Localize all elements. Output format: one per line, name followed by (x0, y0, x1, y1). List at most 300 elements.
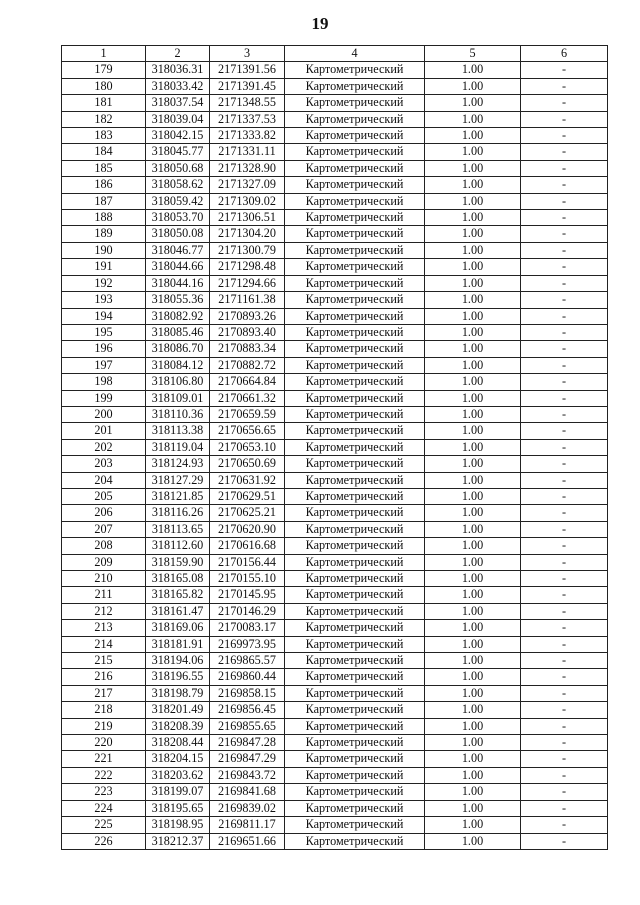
accuracy-cell: 1.00 (425, 226, 521, 242)
method-cell: Картометрический (285, 177, 425, 193)
method-cell: Картометрический (285, 341, 425, 357)
page-number: 19 (311, 14, 329, 33)
note-cell: - (521, 292, 608, 308)
x-coordinate-cell: 318208.44 (146, 735, 210, 751)
x-coordinate-cell: 318198.95 (146, 817, 210, 833)
point-number-cell: 212 (62, 603, 146, 619)
method-cell: Картометрический (285, 144, 425, 160)
table-row (62, 324, 608, 340)
method-cell: Картометрический (285, 292, 425, 308)
y-coordinate-cell: 2169847.29 (210, 751, 285, 767)
point-number-cell: 186 (62, 177, 146, 193)
accuracy-cell: 1.00 (425, 308, 521, 324)
y-coordinate-cell: 2171294.66 (210, 275, 285, 291)
note-cell: - (521, 571, 608, 587)
point-number-cell: 180 (62, 78, 146, 94)
y-coordinate-cell: 2171391.45 (210, 78, 285, 94)
table-row (62, 111, 608, 127)
accuracy-cell: 1.00 (425, 751, 521, 767)
note-cell: - (521, 521, 608, 537)
x-coordinate-cell: 318084.12 (146, 357, 210, 373)
method-cell: Картометрический (285, 308, 425, 324)
column-header: 4 (285, 46, 425, 62)
point-number-cell: 193 (62, 292, 146, 308)
point-number-cell: 198 (62, 374, 146, 390)
x-coordinate-cell: 318045.77 (146, 144, 210, 160)
table-row (62, 505, 608, 521)
x-coordinate-cell: 318165.08 (146, 571, 210, 587)
note-cell: - (521, 177, 608, 193)
table-row (62, 521, 608, 537)
y-coordinate-cell: 2171327.09 (210, 177, 285, 193)
y-coordinate-cell: 2171391.56 (210, 62, 285, 78)
point-number-cell: 184 (62, 144, 146, 160)
accuracy-cell: 1.00 (425, 439, 521, 455)
note-cell: - (521, 62, 608, 78)
note-cell: - (521, 128, 608, 144)
x-coordinate-cell: 318119.04 (146, 439, 210, 455)
table-row (62, 210, 608, 226)
y-coordinate-cell: 2170661.32 (210, 390, 285, 406)
x-coordinate-cell: 318204.15 (146, 751, 210, 767)
accuracy-cell: 1.00 (425, 62, 521, 78)
y-coordinate-cell: 2169847.28 (210, 735, 285, 751)
accuracy-cell: 1.00 (425, 78, 521, 94)
x-coordinate-cell: 318042.15 (146, 128, 210, 144)
table-row (62, 538, 608, 554)
x-coordinate-cell: 318195.65 (146, 800, 210, 816)
x-coordinate-cell: 318161.47 (146, 603, 210, 619)
table-row (62, 767, 608, 783)
method-cell: Картометрический (285, 193, 425, 209)
accuracy-cell: 1.00 (425, 210, 521, 226)
point-number-cell: 194 (62, 308, 146, 324)
note-cell: - (521, 193, 608, 209)
note-cell: - (521, 620, 608, 636)
note-cell: - (521, 226, 608, 242)
point-number-cell: 201 (62, 423, 146, 439)
accuracy-cell: 1.00 (425, 833, 521, 849)
table-body (62, 62, 608, 850)
point-number-cell: 196 (62, 341, 146, 357)
point-number-cell: 211 (62, 587, 146, 603)
y-coordinate-cell: 2171161.38 (210, 292, 285, 308)
accuracy-cell: 1.00 (425, 259, 521, 275)
method-cell: Картометрический (285, 505, 425, 521)
y-coordinate-cell: 2170659.59 (210, 406, 285, 422)
y-coordinate-cell: 2171304.20 (210, 226, 285, 242)
point-number-cell: 181 (62, 95, 146, 111)
method-cell: Картометрический (285, 800, 425, 816)
table-row (62, 833, 608, 849)
y-coordinate-cell: 2170893.26 (210, 308, 285, 324)
method-cell: Картометрический (285, 735, 425, 751)
accuracy-cell: 1.00 (425, 718, 521, 734)
note-cell: - (521, 587, 608, 603)
method-cell: Картометрический (285, 817, 425, 833)
accuracy-cell: 1.00 (425, 488, 521, 504)
method-cell: Картометрический (285, 554, 425, 570)
y-coordinate-cell: 2169860.44 (210, 669, 285, 685)
method-cell: Картометрический (285, 669, 425, 685)
x-coordinate-cell: 318082.92 (146, 308, 210, 324)
x-coordinate-cell: 318058.62 (146, 177, 210, 193)
y-coordinate-cell: 2170893.40 (210, 324, 285, 340)
table-row (62, 472, 608, 488)
note-cell: - (521, 324, 608, 340)
accuracy-cell: 1.00 (425, 193, 521, 209)
x-coordinate-cell: 318121.85 (146, 488, 210, 504)
point-number-cell: 221 (62, 751, 146, 767)
point-number-cell: 210 (62, 571, 146, 587)
accuracy-cell: 1.00 (425, 390, 521, 406)
y-coordinate-cell: 2169865.57 (210, 653, 285, 669)
x-coordinate-cell: 318181.91 (146, 636, 210, 652)
column-header: 3 (210, 46, 285, 62)
y-coordinate-cell: 2169858.15 (210, 685, 285, 701)
note-cell: - (521, 111, 608, 127)
method-cell: Картометрический (285, 767, 425, 783)
y-coordinate-cell: 2170616.68 (210, 538, 285, 554)
y-coordinate-cell: 2169973.95 (210, 636, 285, 652)
method-cell: Картометрический (285, 636, 425, 652)
x-coordinate-cell: 318044.16 (146, 275, 210, 291)
accuracy-cell: 1.00 (425, 472, 521, 488)
y-coordinate-cell: 2170083.17 (210, 620, 285, 636)
x-coordinate-cell: 318053.70 (146, 210, 210, 226)
x-coordinate-cell: 318085.46 (146, 324, 210, 340)
accuracy-cell: 1.00 (425, 554, 521, 570)
point-number-cell: 225 (62, 817, 146, 833)
note-cell: - (521, 275, 608, 291)
y-coordinate-cell: 2171306.51 (210, 210, 285, 226)
x-coordinate-cell: 318201.49 (146, 702, 210, 718)
point-number-cell: 189 (62, 226, 146, 242)
accuracy-cell: 1.00 (425, 144, 521, 160)
method-cell: Картометрический (285, 160, 425, 176)
y-coordinate-cell: 2170156.44 (210, 554, 285, 570)
note-cell: - (521, 685, 608, 701)
method-cell: Картометрический (285, 390, 425, 406)
method-cell: Картометрический (285, 603, 425, 619)
accuracy-cell: 1.00 (425, 324, 521, 340)
method-cell: Картометрический (285, 242, 425, 258)
accuracy-cell: 1.00 (425, 685, 521, 701)
accuracy-cell: 1.00 (425, 374, 521, 390)
accuracy-cell: 1.00 (425, 767, 521, 783)
y-coordinate-cell: 2169651.66 (210, 833, 285, 849)
point-number-cell: 209 (62, 554, 146, 570)
table-row (62, 193, 608, 209)
note-cell: - (521, 767, 608, 783)
y-coordinate-cell: 2169843.72 (210, 767, 285, 783)
table-row (62, 374, 608, 390)
x-coordinate-cell: 318124.93 (146, 456, 210, 472)
note-cell: - (521, 735, 608, 751)
x-coordinate-cell: 318055.36 (146, 292, 210, 308)
note-cell: - (521, 210, 608, 226)
coordinates-table (61, 45, 608, 850)
note-cell: - (521, 374, 608, 390)
note-cell: - (521, 406, 608, 422)
note-cell: - (521, 439, 608, 455)
accuracy-cell: 1.00 (425, 521, 521, 537)
note-cell: - (521, 669, 608, 685)
x-coordinate-cell: 318046.77 (146, 242, 210, 258)
note-cell: - (521, 95, 608, 111)
table-row (62, 488, 608, 504)
y-coordinate-cell: 2171328.90 (210, 160, 285, 176)
point-number-cell: 208 (62, 538, 146, 554)
point-number-cell: 205 (62, 488, 146, 504)
note-cell: - (521, 784, 608, 800)
table-row (62, 685, 608, 701)
accuracy-cell: 1.00 (425, 177, 521, 193)
y-coordinate-cell: 2171300.79 (210, 242, 285, 258)
y-coordinate-cell: 2170656.65 (210, 423, 285, 439)
point-number-cell: 190 (62, 242, 146, 258)
point-number-cell: 182 (62, 111, 146, 127)
x-coordinate-cell: 318033.42 (146, 78, 210, 94)
point-number-cell: 220 (62, 735, 146, 751)
accuracy-cell: 1.00 (425, 735, 521, 751)
accuracy-cell: 1.00 (425, 620, 521, 636)
accuracy-cell: 1.00 (425, 784, 521, 800)
y-coordinate-cell: 2169855.65 (210, 718, 285, 734)
method-cell: Картометрический (285, 95, 425, 111)
accuracy-cell: 1.00 (425, 800, 521, 816)
method-cell: Картометрический (285, 784, 425, 800)
table-row (62, 308, 608, 324)
method-cell: Картометрический (285, 571, 425, 587)
x-coordinate-cell: 318159.90 (146, 554, 210, 570)
table-row (62, 603, 608, 619)
x-coordinate-cell: 318165.82 (146, 587, 210, 603)
accuracy-cell: 1.00 (425, 653, 521, 669)
x-coordinate-cell: 318113.65 (146, 521, 210, 537)
accuracy-cell: 1.00 (425, 587, 521, 603)
x-coordinate-cell: 318127.29 (146, 472, 210, 488)
accuracy-cell: 1.00 (425, 603, 521, 619)
note-cell: - (521, 817, 608, 833)
method-cell: Картометрический (285, 128, 425, 144)
table-row (62, 95, 608, 111)
table-row (62, 587, 608, 603)
note-cell: - (521, 259, 608, 275)
x-coordinate-cell: 318112.60 (146, 538, 210, 554)
table-row (62, 242, 608, 258)
point-number-cell: 226 (62, 833, 146, 849)
method-cell: Картометрический (285, 439, 425, 455)
accuracy-cell: 1.00 (425, 817, 521, 833)
table-row (62, 636, 608, 652)
table-row (62, 751, 608, 767)
header-row (62, 46, 608, 62)
y-coordinate-cell: 2170629.51 (210, 488, 285, 504)
y-coordinate-cell: 2171298.48 (210, 259, 285, 275)
column-header: 2 (146, 46, 210, 62)
note-cell: - (521, 702, 608, 718)
point-number-cell: 202 (62, 439, 146, 455)
y-coordinate-cell: 2171309.02 (210, 193, 285, 209)
x-coordinate-cell: 318037.54 (146, 95, 210, 111)
note-cell: - (521, 160, 608, 176)
point-number-cell: 222 (62, 767, 146, 783)
accuracy-cell: 1.00 (425, 456, 521, 472)
point-number-cell: 223 (62, 784, 146, 800)
method-cell: Картометрический (285, 718, 425, 734)
method-cell: Картометрический (285, 833, 425, 849)
accuracy-cell: 1.00 (425, 95, 521, 111)
y-coordinate-cell: 2170882.72 (210, 357, 285, 373)
method-cell: Картометрический (285, 423, 425, 439)
y-coordinate-cell: 2170155.10 (210, 571, 285, 587)
accuracy-cell: 1.00 (425, 275, 521, 291)
note-cell: - (521, 653, 608, 669)
y-coordinate-cell: 2170146.29 (210, 603, 285, 619)
note-cell: - (521, 390, 608, 406)
table-row (62, 800, 608, 816)
note-cell: - (521, 78, 608, 94)
y-coordinate-cell: 2171337.53 (210, 111, 285, 127)
accuracy-cell: 1.00 (425, 341, 521, 357)
x-coordinate-cell: 318116.26 (146, 505, 210, 521)
table-row (62, 456, 608, 472)
y-coordinate-cell: 2170631.92 (210, 472, 285, 488)
x-coordinate-cell: 318109.01 (146, 390, 210, 406)
y-coordinate-cell: 2170145.95 (210, 587, 285, 603)
x-coordinate-cell: 318039.04 (146, 111, 210, 127)
method-cell: Картометрический (285, 521, 425, 537)
table-row (62, 275, 608, 291)
note-cell: - (521, 357, 608, 373)
y-coordinate-cell: 2171348.55 (210, 95, 285, 111)
table-row (62, 620, 608, 636)
table-row (62, 259, 608, 275)
accuracy-cell: 1.00 (425, 538, 521, 554)
point-number-cell: 213 (62, 620, 146, 636)
table-row (62, 571, 608, 587)
y-coordinate-cell: 2170883.34 (210, 341, 285, 357)
note-cell: - (521, 308, 608, 324)
column-header: 1 (62, 46, 146, 62)
note-cell: - (521, 488, 608, 504)
method-cell: Картометрический (285, 210, 425, 226)
method-cell: Картометрический (285, 702, 425, 718)
method-cell: Картометрический (285, 751, 425, 767)
method-cell: Картометрический (285, 653, 425, 669)
method-cell: Картометрический (285, 488, 425, 504)
y-coordinate-cell: 2170664.84 (210, 374, 285, 390)
column-header: 5 (425, 46, 521, 62)
note-cell: - (521, 538, 608, 554)
point-number-cell: 215 (62, 653, 146, 669)
point-number-cell: 185 (62, 160, 146, 176)
point-number-cell: 216 (62, 669, 146, 685)
x-coordinate-cell: 318059.42 (146, 193, 210, 209)
x-coordinate-cell: 318106.80 (146, 374, 210, 390)
table-row (62, 784, 608, 800)
x-coordinate-cell: 318194.06 (146, 653, 210, 669)
point-number-cell: 179 (62, 62, 146, 78)
table-row (62, 439, 608, 455)
table-row (62, 78, 608, 94)
table-row (62, 390, 608, 406)
accuracy-cell: 1.00 (425, 505, 521, 521)
column-header: 6 (521, 46, 608, 62)
point-number-cell: 214 (62, 636, 146, 652)
method-cell: Картометрический (285, 472, 425, 488)
accuracy-cell: 1.00 (425, 292, 521, 308)
table-header (62, 46, 608, 62)
table-row (62, 226, 608, 242)
accuracy-cell: 1.00 (425, 160, 521, 176)
note-cell: - (521, 456, 608, 472)
y-coordinate-cell: 2170620.90 (210, 521, 285, 537)
note-cell: - (521, 833, 608, 849)
point-number-cell: 192 (62, 275, 146, 291)
x-coordinate-cell: 318044.66 (146, 259, 210, 275)
point-number-cell: 200 (62, 406, 146, 422)
x-coordinate-cell: 318169.06 (146, 620, 210, 636)
x-coordinate-cell: 318036.31 (146, 62, 210, 78)
note-cell: - (521, 636, 608, 652)
table-row (62, 669, 608, 685)
x-coordinate-cell: 318212.37 (146, 833, 210, 849)
x-coordinate-cell: 318199.07 (146, 784, 210, 800)
point-number-cell: 188 (62, 210, 146, 226)
accuracy-cell: 1.00 (425, 128, 521, 144)
table-row (62, 62, 608, 78)
note-cell: - (521, 800, 608, 816)
table-row (62, 292, 608, 308)
note-cell: - (521, 603, 608, 619)
table-row (62, 144, 608, 160)
table-row (62, 817, 608, 833)
method-cell: Картометрический (285, 324, 425, 340)
note-cell: - (521, 751, 608, 767)
point-number-cell: 203 (62, 456, 146, 472)
method-cell: Картометрический (285, 685, 425, 701)
table-row (62, 718, 608, 734)
x-coordinate-cell: 318110.36 (146, 406, 210, 422)
point-number-cell: 183 (62, 128, 146, 144)
table-row (62, 406, 608, 422)
x-coordinate-cell: 318203.62 (146, 767, 210, 783)
point-number-cell: 217 (62, 685, 146, 701)
y-coordinate-cell: 2169856.45 (210, 702, 285, 718)
y-coordinate-cell: 2171331.11 (210, 144, 285, 160)
method-cell: Картометрический (285, 275, 425, 291)
table-row (62, 128, 608, 144)
point-number-cell: 191 (62, 259, 146, 275)
method-cell: Картометрический (285, 111, 425, 127)
accuracy-cell: 1.00 (425, 571, 521, 587)
accuracy-cell: 1.00 (425, 111, 521, 127)
method-cell: Картометрический (285, 374, 425, 390)
x-coordinate-cell: 318086.70 (146, 341, 210, 357)
point-number-cell: 224 (62, 800, 146, 816)
y-coordinate-cell: 2170650.69 (210, 456, 285, 472)
x-coordinate-cell: 318050.08 (146, 226, 210, 242)
method-cell: Картометрический (285, 62, 425, 78)
method-cell: Картометрический (285, 357, 425, 373)
point-number-cell: 199 (62, 390, 146, 406)
method-cell: Картометрический (285, 78, 425, 94)
note-cell: - (521, 505, 608, 521)
y-coordinate-cell: 2169839.02 (210, 800, 285, 816)
x-coordinate-cell: 318198.79 (146, 685, 210, 701)
